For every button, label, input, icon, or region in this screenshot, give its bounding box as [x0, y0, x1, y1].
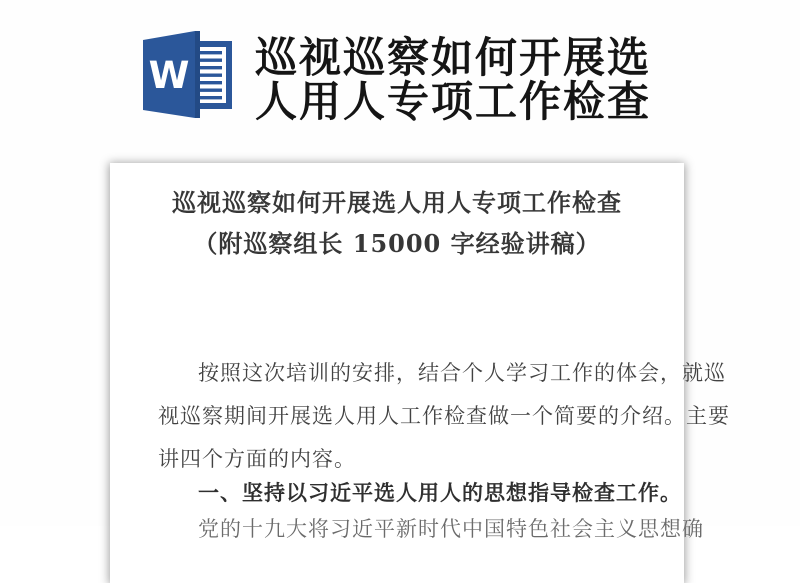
paragraph1-line3: 讲四个方面的内容。 [158, 447, 356, 471]
paragraph1-line1: 按照这次培训的安排，结合个人学习工作的体会，就巡 [198, 361, 726, 385]
document-title [158, 182, 636, 264]
word-file-icon [138, 27, 233, 123]
header [0, 0, 800, 150]
document-title-line1: 巡视巡察如何开展选人用人专项工作检查 [172, 188, 622, 217]
listing-title-line1: 巡视巡察如何开展选 [255, 33, 652, 82]
paragraph2-line1: 党的十九大将习近平新时代中国特色社会主义思想确 [198, 517, 704, 541]
paragraph1-line2: 视巡察期间开展选人用人工作检查做一个简要的介绍。主要 [158, 404, 730, 428]
word-panel-fold [195, 31, 200, 118]
section-heading: 一、坚持以习近平选人用人的思想指导检查工作。 [198, 481, 682, 505]
document-preview-page[interactable] [110, 163, 730, 583]
document-body [158, 352, 730, 547]
word-letter-w: W [148, 54, 190, 97]
document-title-line2: （附巡察组长 15000 字经验讲稿） [193, 229, 601, 258]
listing-title[interactable] [255, 33, 652, 126]
listing-title-line2: 人用人专项工作检查 [255, 77, 652, 126]
